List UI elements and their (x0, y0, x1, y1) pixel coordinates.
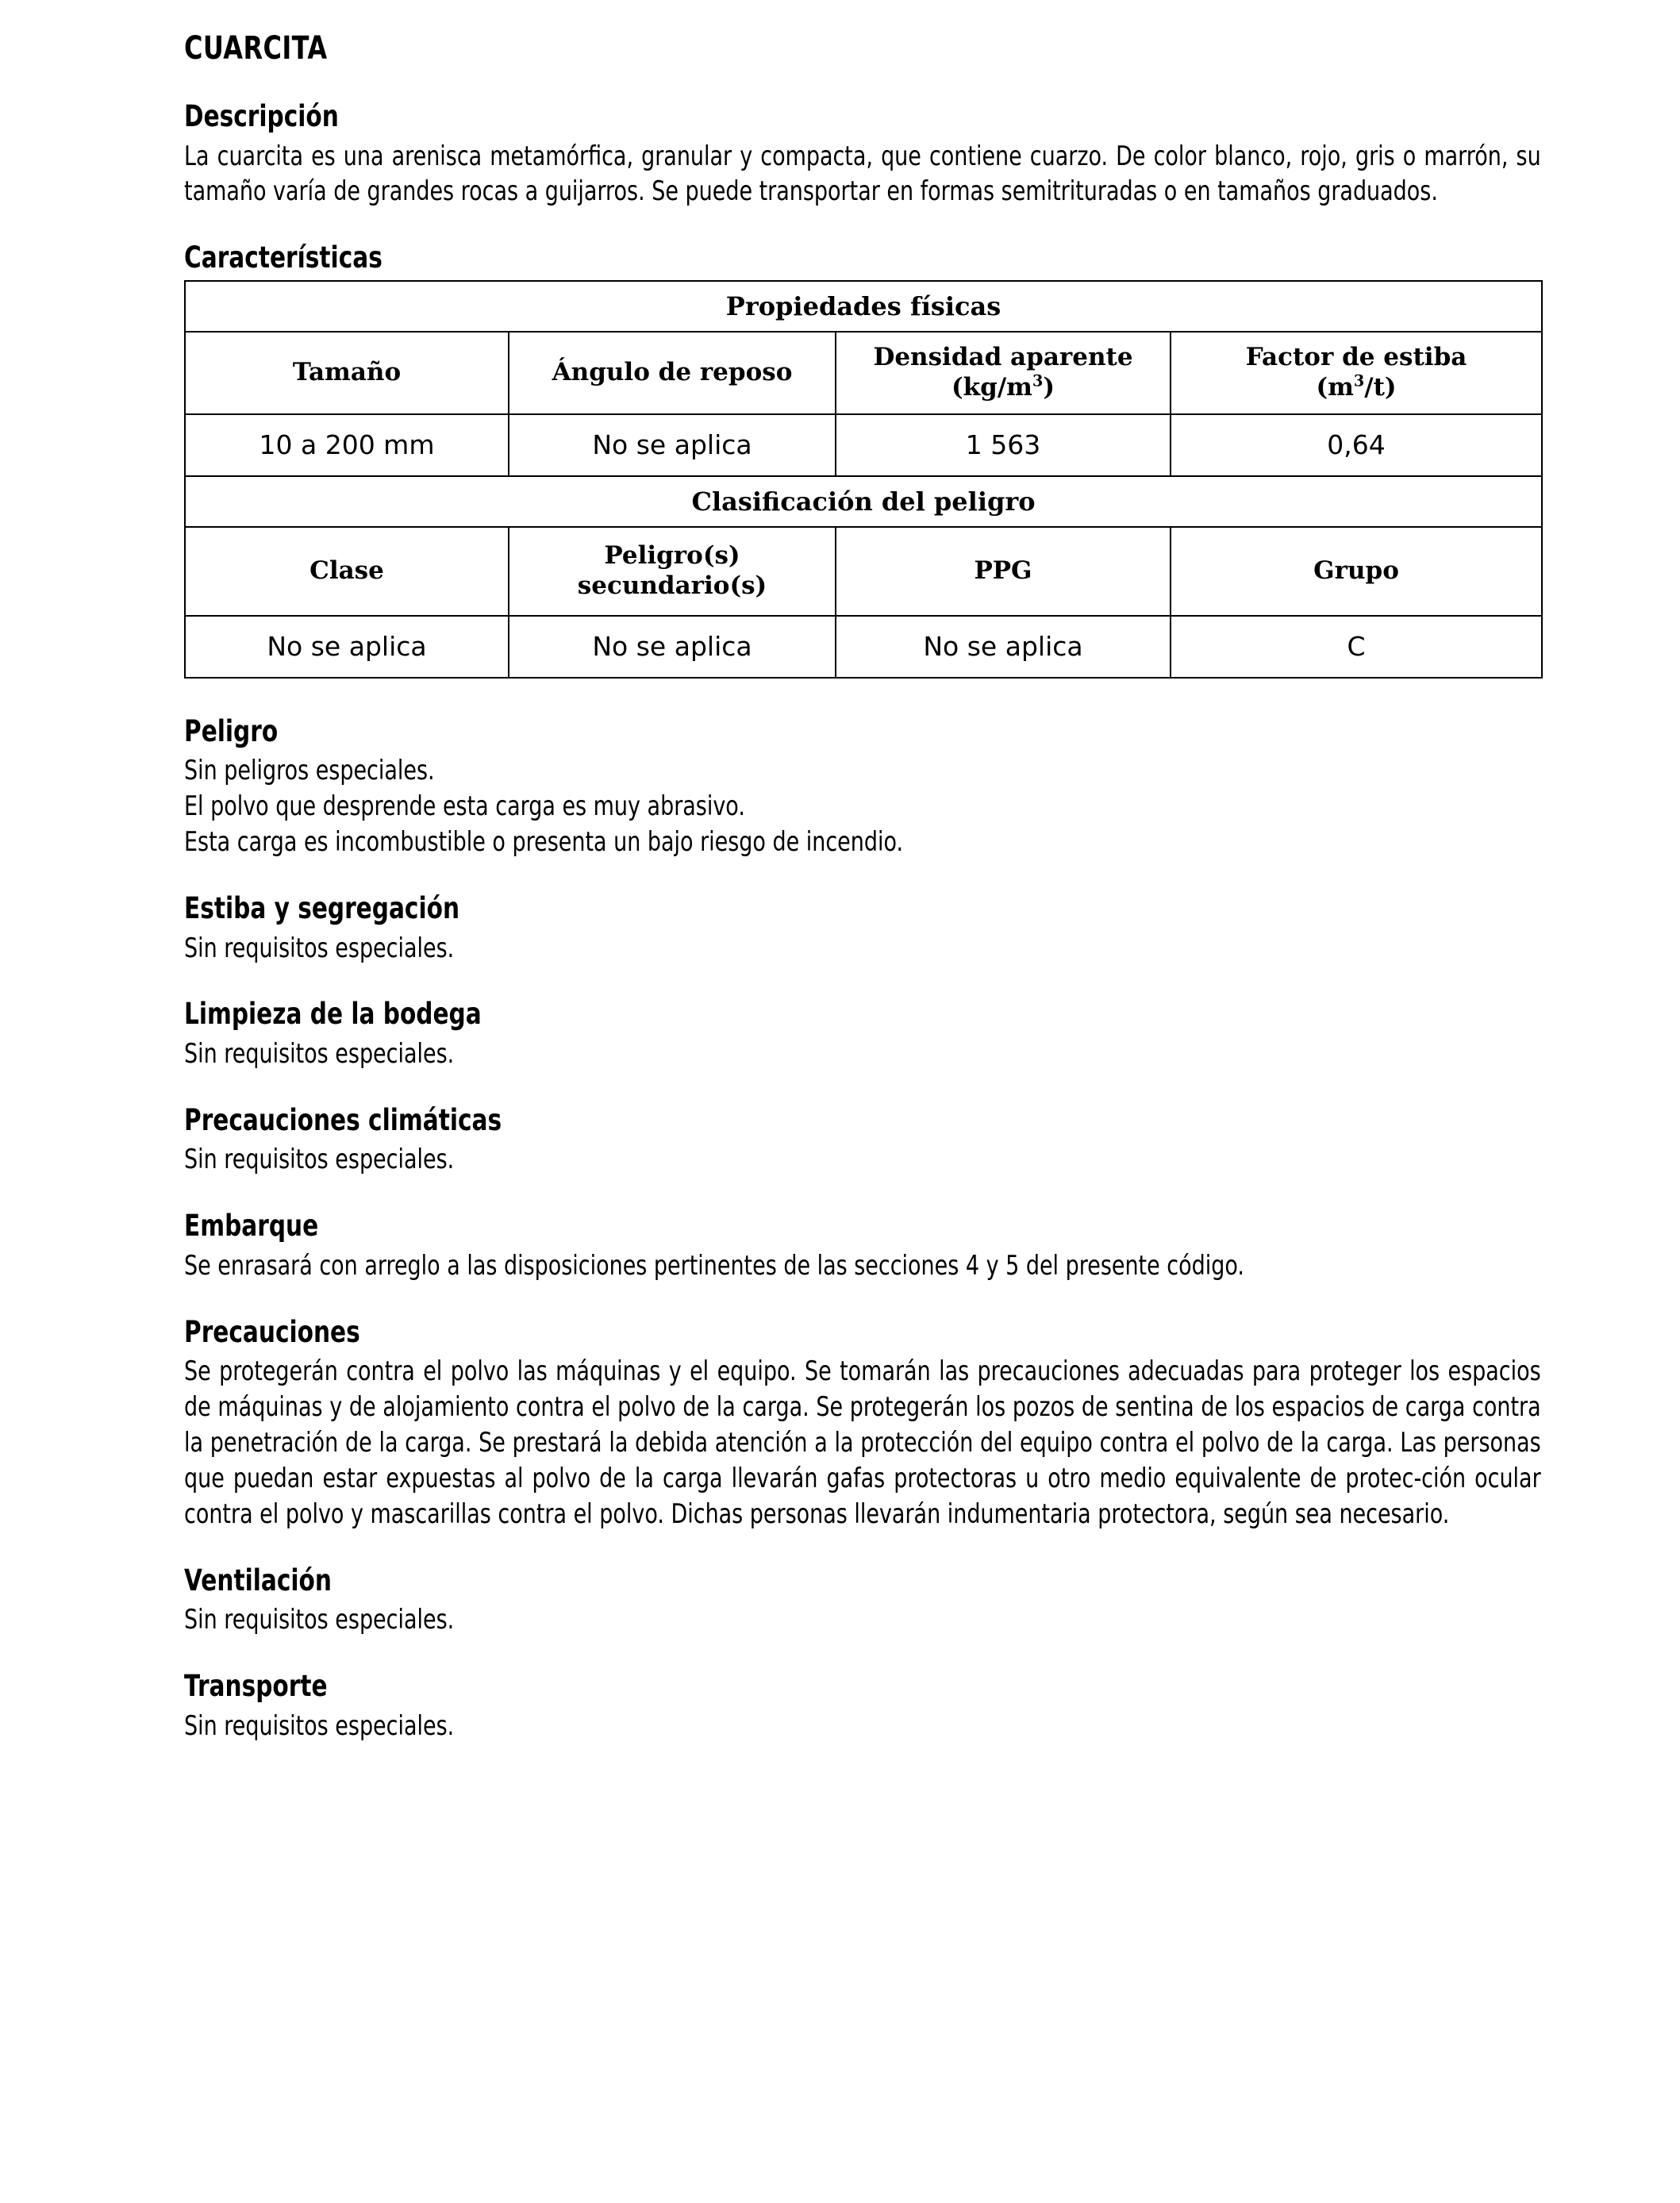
page-title: CUARCITA (184, 30, 328, 67)
heading-estiba-y-segregacion: Estiba y segregación (184, 891, 460, 926)
table-row (185, 281, 1542, 332)
heading-peligro: Peligro (184, 713, 279, 748)
section-precauciones-climaticas (184, 1104, 1541, 1178)
paragraph-precauciones: Se protegerán contra el polvo las máquinas y el equipo. Se tomarán las precauciones adecuadas para proteger los espacios de máquinas y de alojamiento contra el polvo de la carga. Se protegerán los pozos de sentina de los espacios de carga contra la penetración de la carga. Se prestará la debida atención a la protección del equipo contra el polvo de la carga. Las personas que puedan estar expuestas al polvo de la carga llevarán gafas protectoras u otro medio equivalente de protec-ción ocular contra el polvo y mascarillas contra el polvo. Dichas personas llevarán indumentaria protectora, según sea necesario. (184, 1355, 1541, 1529)
heading-embarque: Embarque (184, 1209, 319, 1244)
section-caracteristicas (184, 241, 1541, 679)
paragraph-transporte: Sin requisitos especiales. (184, 1709, 455, 1741)
table-row (185, 527, 1542, 616)
header-peligro-line2: secundario(s) (577, 571, 767, 600)
value-densidad-aparente: 1 563 (836, 414, 1171, 476)
value-peligros-secundarios: No se aplica (509, 616, 836, 678)
estiba-unit-exp: 3 (1353, 371, 1365, 390)
section-ventilacion (184, 1564, 1541, 1638)
header-tamano: Tamaño (185, 332, 509, 414)
section-limpieza-de-la-bodega (184, 998, 1541, 1071)
heading-transporte: Transporte (184, 1669, 328, 1704)
paragraph-descripcion: La cuarcita es una arenisca metamórfica, granular y compacta, que contiene cuarzo. De color blanco, rojo, gris o marrón, su tamaño varía de grandes rocas a guijarros. Se puede transportar en formas semitrituradas o en tamaños graduados. (184, 140, 1541, 207)
header-peligros-secundarios (509, 527, 836, 616)
paragraph-embarque: Se enrasará con arreglo a las disposiciones pertinentes de las secciones 4 y 5 del presente código. (184, 1249, 1244, 1281)
section-embarque (184, 1209, 1541, 1283)
peligro-line-3: Esta carga es incombustible o presenta un bajo riesgo de incendio. (184, 826, 904, 858)
heading-limpieza-de-la-bodega: Limpieza de la bodega (184, 997, 482, 1032)
section-peligro (184, 715, 1541, 860)
header-estiba-unit (1171, 373, 1541, 403)
header-densidad-aparente (836, 332, 1171, 414)
densidad-unit-post: ) (1043, 372, 1055, 402)
peligro-line-2: El polvo que desprende esta carga es muy abrasivo. (184, 790, 745, 822)
table-row (185, 476, 1542, 527)
value-clase: No se aplica (185, 616, 509, 678)
header-densidad-line1: Densidad aparente (873, 343, 1133, 372)
value-grupo: C (1171, 616, 1542, 678)
physical-properties-banner: Propiedades físicas (185, 281, 1542, 332)
section-estiba-y-segregacion (184, 892, 1541, 966)
estiba-unit-pre: (m (1316, 372, 1354, 402)
paragraph-ventilacion: Sin requisitos especiales. (184, 1604, 455, 1636)
densidad-unit-pre: (kg/m (951, 372, 1032, 402)
paragraph-precauciones-climaticas: Sin requisitos especiales. (184, 1144, 455, 1175)
heading-precauciones-climaticas: Precauciones climáticas (184, 1102, 502, 1137)
section-transporte (184, 1670, 1541, 1744)
table-row (185, 616, 1542, 678)
heading-descripcion: Descripción (184, 99, 339, 133)
heading-ventilacion: Ventilación (184, 1563, 332, 1597)
header-ppg: PPG (836, 527, 1171, 616)
densidad-unit-exp: 3 (1032, 371, 1044, 390)
header-clase: Clase (185, 527, 509, 616)
section-precauciones (184, 1316, 1541, 1532)
estiba-unit-post: /t) (1364, 372, 1397, 402)
value-ppg: No se aplica (836, 616, 1171, 678)
header-densidad-unit (836, 373, 1170, 403)
heading-caracteristicas: Características (184, 240, 383, 275)
paragraph-limpieza-de-la-bodega: Sin requisitos especiales. (184, 1037, 455, 1069)
heading-precauciones: Precauciones (184, 1314, 360, 1349)
paragraph-peligro (184, 753, 1541, 860)
paragraph-estiba-y-segregacion: Sin requisitos especiales. (184, 932, 455, 963)
header-estiba-line1: Factor de estiba (1245, 343, 1467, 372)
header-peligro-line1: Peligro(s) (604, 541, 740, 571)
value-angulo-de-reposo: No se aplica (509, 414, 836, 476)
table-row (185, 414, 1542, 476)
section-descripcion (184, 100, 1541, 210)
peligro-line-1: Sin peligros especiales. (184, 755, 435, 786)
table-row (185, 332, 1542, 414)
value-tamano: 10 a 200 mm (185, 414, 509, 476)
properties-table (184, 280, 1543, 679)
header-angulo-de-reposo: Ángulo de reposo (509, 332, 836, 414)
header-grupo: Grupo (1171, 527, 1542, 616)
value-factor-de-estiba: 0,64 (1171, 414, 1542, 476)
header-factor-de-estiba (1171, 332, 1542, 414)
hazard-classification-banner: Clasificación del peligro (185, 476, 1542, 527)
